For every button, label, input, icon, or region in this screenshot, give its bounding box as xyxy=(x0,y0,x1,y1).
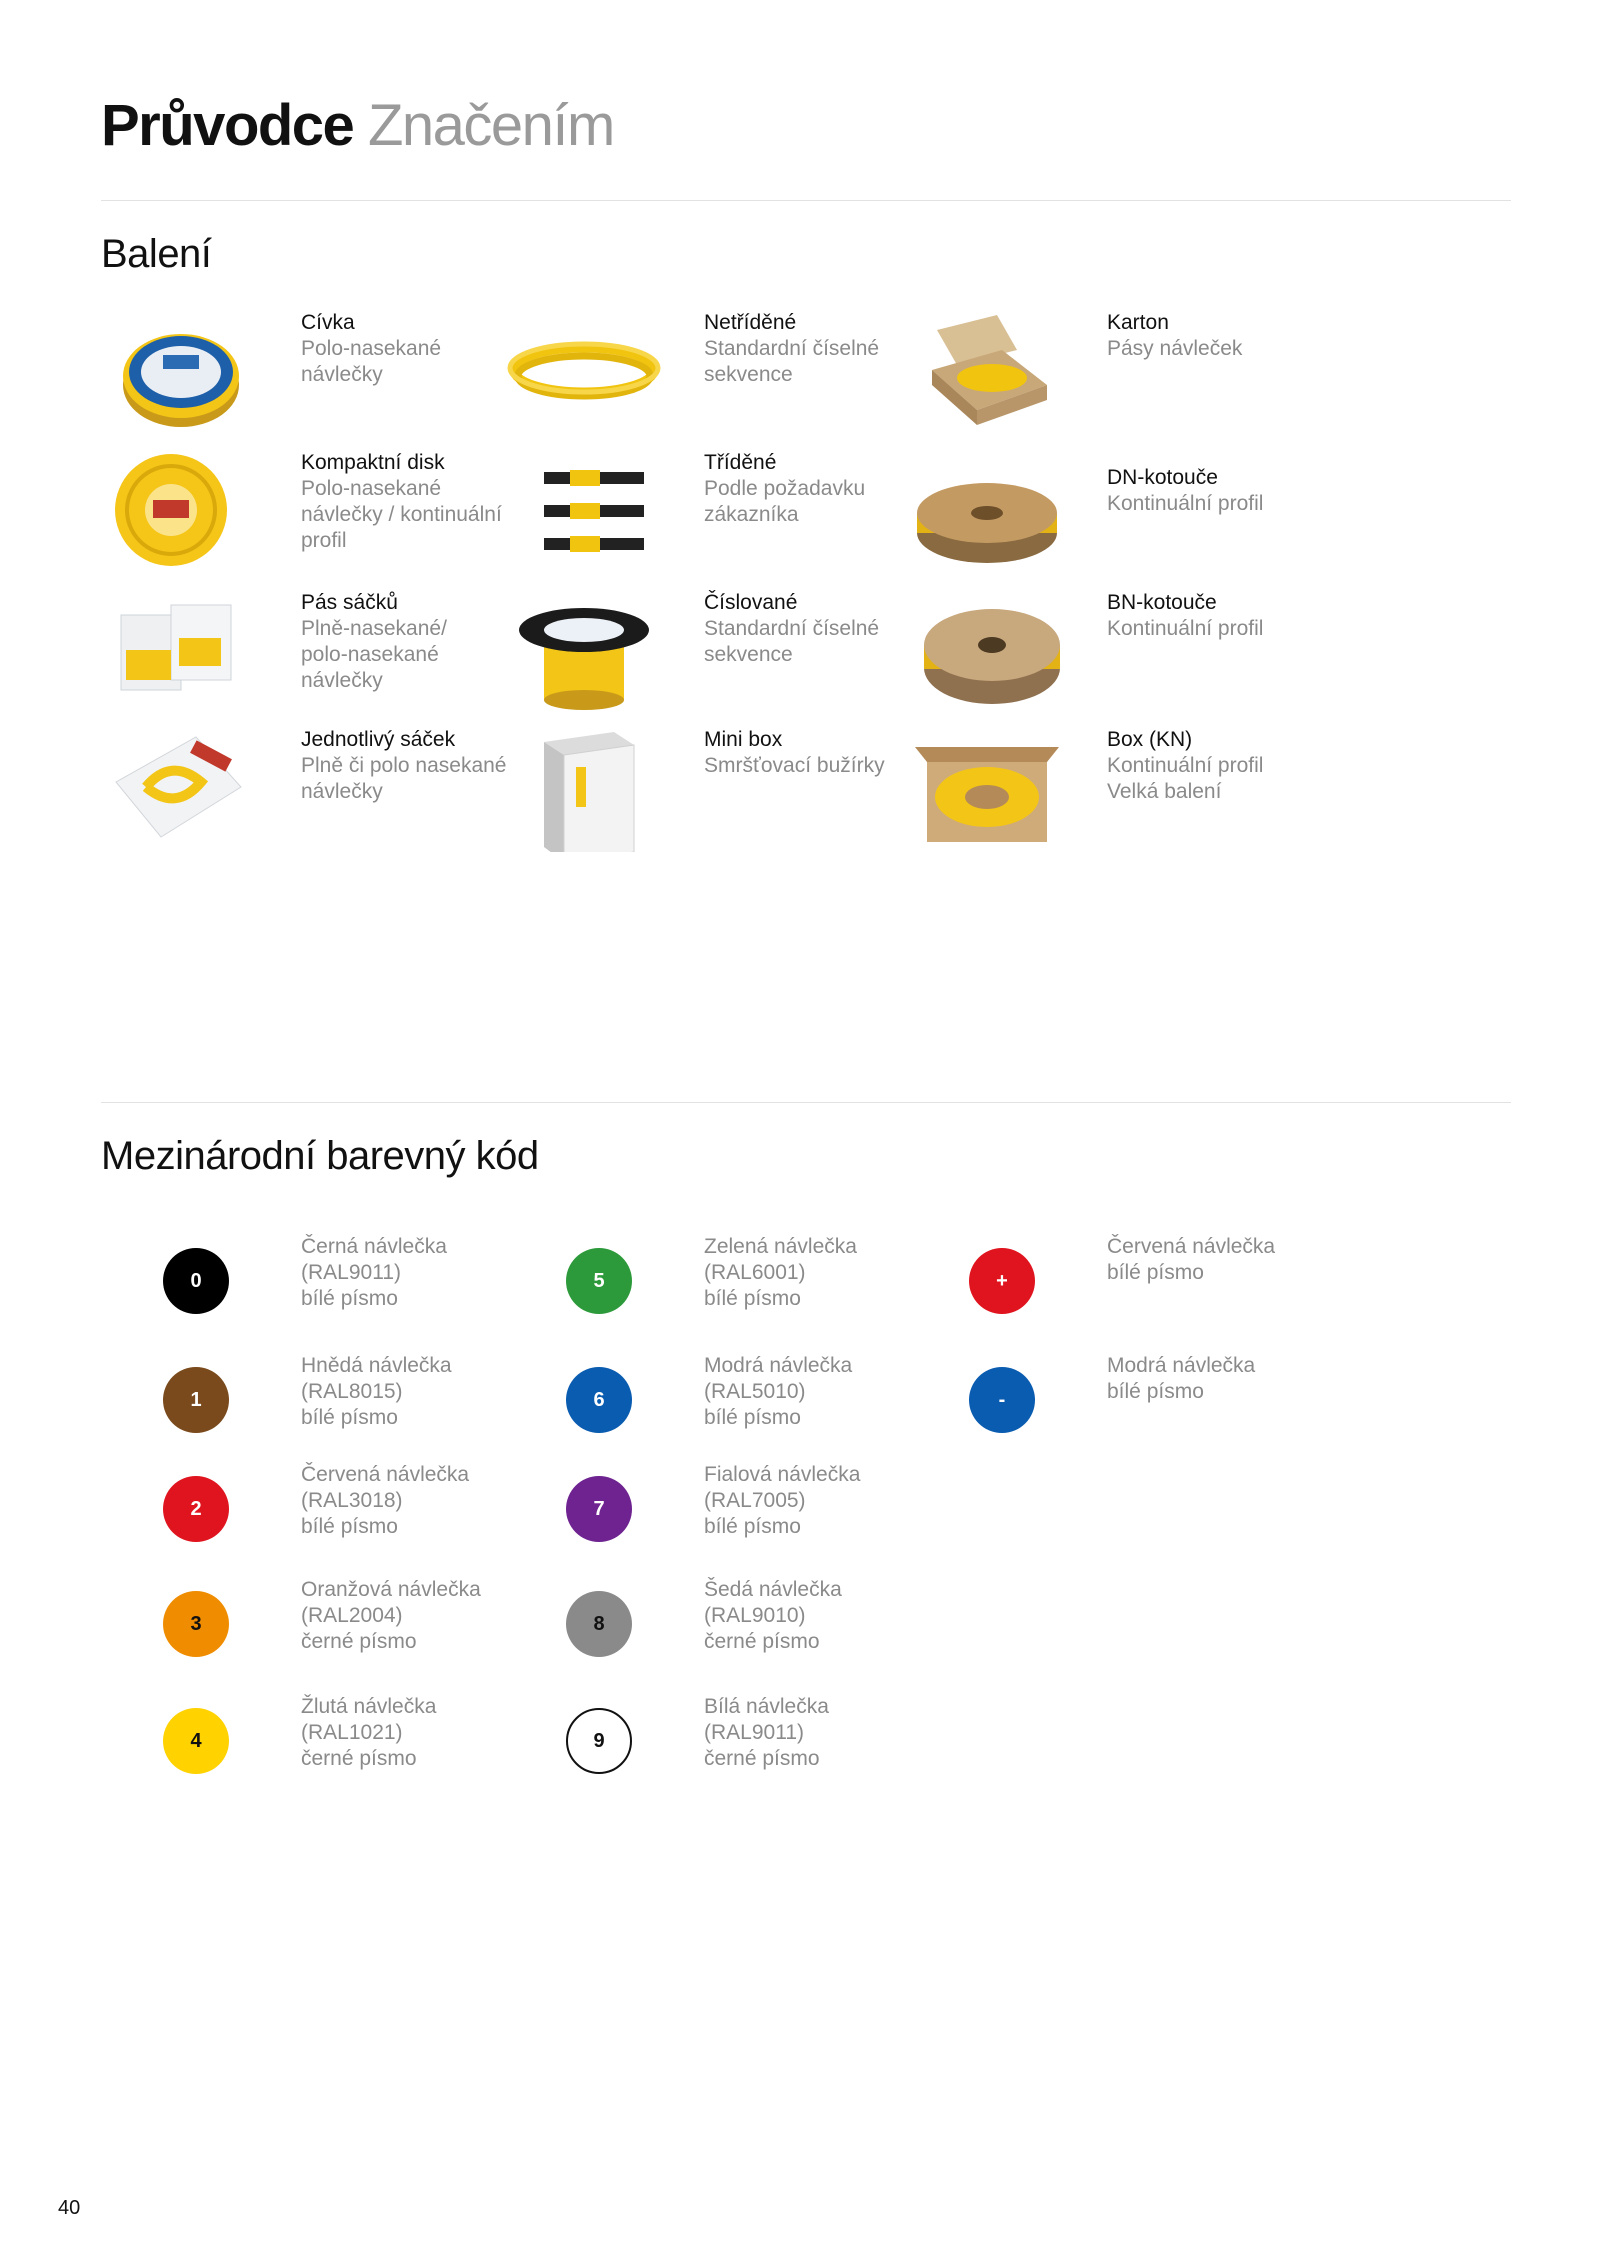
color-code-2 xyxy=(101,1463,481,1576)
big-box-icon xyxy=(907,727,1067,852)
packaging-item-pas-sacku xyxy=(101,590,501,730)
item-desc: Standardní číselné sekvence xyxy=(704,617,880,666)
packaging-item-mini-box xyxy=(504,727,904,867)
color-symbol: 7 xyxy=(593,1497,605,1520)
color-description: Hnědá návlečka (RAL8015) bílé písmo xyxy=(301,1354,452,1429)
divider-middle xyxy=(101,1102,1511,1103)
page-number: 40 xyxy=(58,2197,81,2219)
color-symbol: + xyxy=(996,1269,1008,1292)
color-symbol: 5 xyxy=(593,1269,605,1292)
packaging-item-bn-kotouce xyxy=(907,590,1307,730)
spool-icon xyxy=(101,310,261,435)
packaging-item-kompaktni-disk xyxy=(101,450,501,590)
color-code-7 xyxy=(504,1463,884,1576)
divider-top xyxy=(101,200,1511,201)
item-desc: Kontinuální profil Velká balení xyxy=(1107,754,1264,803)
color-symbol: 4 xyxy=(190,1729,202,1752)
color-dot xyxy=(566,1367,632,1433)
color-symbol: 0 xyxy=(190,1269,202,1292)
item-desc: Polo-nasekané návlečky / kontinuální profil xyxy=(301,477,502,552)
color-dot xyxy=(566,1591,632,1657)
color-symbol: 2 xyxy=(190,1497,202,1520)
item-desc: Plně-nasekané/ polo-nasekané návlečky xyxy=(301,617,447,692)
color-dot xyxy=(969,1367,1035,1433)
color-dot xyxy=(163,1367,229,1433)
color-description: Bílá návlečka (RAL9011) černé písmo xyxy=(704,1695,829,1770)
page-title xyxy=(101,92,614,159)
item-name: Kompaktní disk xyxy=(301,451,445,474)
color-dot xyxy=(163,1476,229,1542)
color-symbol: 3 xyxy=(190,1612,202,1635)
packaging-item-dn-kotouce xyxy=(907,465,1307,605)
color-code-9 xyxy=(504,1695,884,1808)
color-symbol: 1 xyxy=(190,1388,202,1411)
packaging-item-cislovane xyxy=(504,590,904,730)
color-dot xyxy=(163,1708,229,1774)
color-dot xyxy=(566,1708,632,1774)
item-desc: Pásy návleček xyxy=(1107,337,1243,360)
color-description: Zelená návlečka (RAL6001) bílé písmo xyxy=(704,1235,857,1310)
color-description: Fialová návlečka (RAL7005) bílé písmo xyxy=(704,1463,861,1538)
sorted-strips-icon xyxy=(504,450,664,575)
color-description: Šedá návlečka (RAL9010) černé písmo xyxy=(704,1578,842,1653)
item-desc: Podle požadavku zákazníka xyxy=(704,477,866,526)
color-symbol: - xyxy=(998,1388,1006,1411)
color-code-1 xyxy=(101,1354,481,1467)
color-dot xyxy=(163,1248,229,1314)
bag-strip-icon xyxy=(101,590,261,715)
item-name: Tříděné xyxy=(704,451,777,474)
color-description: Oranžová návlečka (RAL2004) černé písmo xyxy=(301,1578,481,1653)
item-desc: Standardní číselné sekvence xyxy=(704,337,880,386)
item-desc: Smršťovací bužírky xyxy=(704,754,885,777)
color-dot xyxy=(969,1248,1035,1314)
color-dot xyxy=(566,1248,632,1314)
color-symbol: 6 xyxy=(593,1388,605,1411)
single-bag-icon xyxy=(101,727,261,852)
color-dot xyxy=(163,1591,229,1657)
item-desc: Polo-nasekané návlečky xyxy=(301,337,442,386)
color-code-plus xyxy=(907,1235,1287,1348)
packaging-item-karton xyxy=(907,310,1307,450)
packaging-item-box-kn xyxy=(907,727,1307,867)
color-code-8 xyxy=(504,1578,884,1691)
packaging-item-netridene xyxy=(504,310,904,450)
color-symbol: 8 xyxy=(593,1612,605,1635)
bn-reel-icon xyxy=(907,590,1067,715)
numbered-spool-icon xyxy=(504,590,664,715)
item-desc: Plně či polo nasekané návlečky xyxy=(301,754,507,803)
packaging-item-civka xyxy=(101,310,501,450)
color-code-minus xyxy=(907,1354,1287,1467)
item-name: Jednotlivý sáček xyxy=(301,728,456,751)
page-title-light: Značením xyxy=(367,93,614,158)
color-description: Červená návlečka bílé písmo xyxy=(1107,1235,1276,1284)
color-dot xyxy=(566,1476,632,1542)
packaging-item-tridene xyxy=(504,450,904,590)
color-symbol: 9 xyxy=(593,1729,605,1752)
color-code-5 xyxy=(504,1235,884,1348)
item-name: Box (KN) xyxy=(1107,728,1193,751)
item-name: DN-kotouče xyxy=(1107,466,1218,489)
color-description: Červená návlečka (RAL3018) bílé písmo xyxy=(301,1463,470,1538)
item-name: Cívka xyxy=(301,311,355,334)
color-code-3 xyxy=(101,1578,481,1691)
section-title-packaging: Balení xyxy=(101,232,212,276)
dn-reel-icon xyxy=(907,465,1067,590)
carton-icon xyxy=(907,310,1067,435)
item-name: Číslované xyxy=(704,591,798,614)
color-description: Modrá návlečka (RAL5010) bílé písmo xyxy=(704,1354,853,1429)
compact-disc-icon xyxy=(101,450,261,575)
item-name: BN-kotouče xyxy=(1107,591,1217,614)
color-description: Žlutá návlečka (RAL1021) černé písmo xyxy=(301,1695,437,1770)
item-name: Pás sáčků xyxy=(301,591,398,614)
mini-box-icon xyxy=(504,727,664,852)
color-code-0 xyxy=(101,1235,481,1348)
section-title-colorcode: Mezinárodní barevný kód xyxy=(101,1134,539,1178)
color-code-4 xyxy=(101,1695,481,1808)
item-desc: Kontinuální profil xyxy=(1107,492,1264,515)
packaging-item-jednotlivy-sacek xyxy=(101,727,507,867)
color-description: Modrá návlečka bílé písmo xyxy=(1107,1354,1256,1403)
item-name: Karton xyxy=(1107,311,1169,334)
color-code-6 xyxy=(504,1354,884,1467)
item-name: Mini box xyxy=(704,728,783,751)
loose-strips-icon xyxy=(504,310,664,435)
item-name: Netříděné xyxy=(704,311,797,334)
color-description: Černá návlečka (RAL9011) bílé písmo xyxy=(301,1235,447,1310)
page-title-bold: Průvodce xyxy=(101,93,354,158)
item-desc: Kontinuální profil xyxy=(1107,617,1264,640)
